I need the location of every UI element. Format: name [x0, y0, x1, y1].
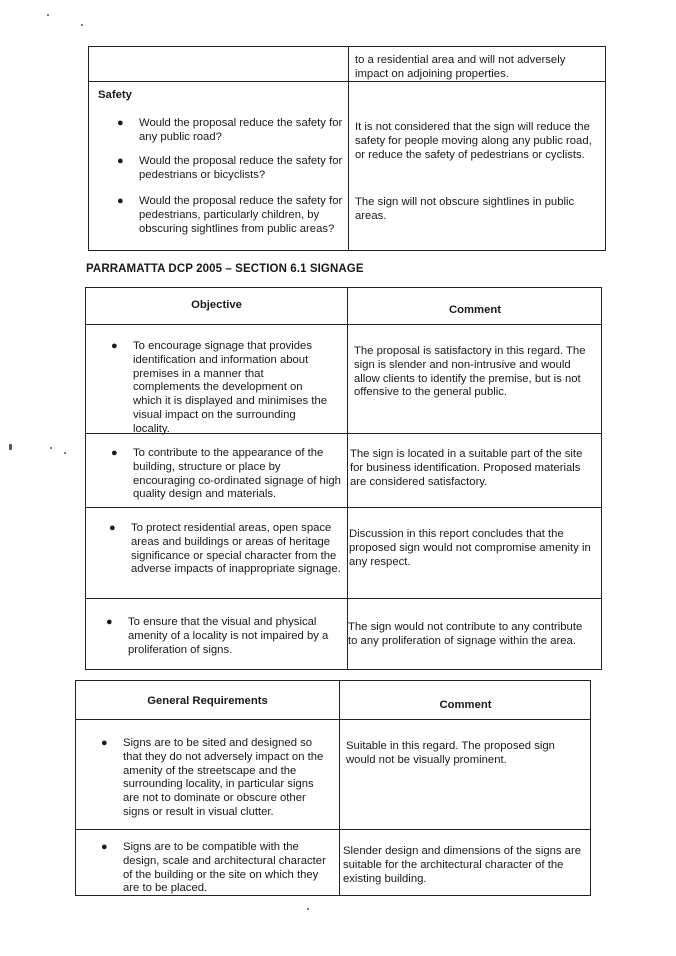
bullet-icon: ● — [109, 522, 116, 534]
requirement-text: Signs are to be sited and designed so that they do not adversely impact on the amenity of the streetscape and the surrounding locality, in particular signs are not to dominate or obscure other signs or result in visual clutter. — [123, 737, 324, 818]
scan-speck — [50, 447, 52, 449]
objective-text: To contribute to the appearance of the building, structure or place by encouraging co-ordinated signage of high quality design and materials. — [133, 447, 341, 501]
objective-text: To encourage signage that provides identification and information about premises in a manner that complements the development on which it is displayed and minimises the visual impact on the surrounding locality. — [133, 340, 328, 435]
requirement-comment-2: Slender design and dimensions of the signs are suitable for the architectural character of the existing building. — [343, 845, 582, 885]
bullet-icon: ● — [117, 117, 124, 129]
bullet-icon: ● — [106, 616, 113, 628]
objective-text: To protect residential areas, open space areas and buildings or areas of heritage significance or special character from the adverse impacts of inappropriate signage. — [131, 522, 341, 576]
safety-question-text: Would the proposal reduce the safety for any public road? — [139, 117, 343, 143]
dcp-section-heading: PARRAMATTA DCP 2005 – SECTION 6.1 SIGNAGE — [86, 263, 364, 275]
safety-table — [88, 46, 606, 251]
objective-table — [85, 287, 602, 670]
safety-continued-text: to a residential area and will not adversely impact on adjoining properties. — [355, 54, 566, 80]
requirements-header: General Requirements — [147, 695, 268, 707]
bullet-icon: ● — [117, 155, 124, 167]
scan-speck — [64, 452, 66, 454]
bullet-icon: ● — [111, 340, 118, 352]
bullet-icon: ● — [101, 841, 108, 853]
safety-answer-1: It is not considered that the sign will reduce the safety for people moving along any public road, or reduce the safety of pedestrians or cyclists. — [355, 121, 592, 161]
objective-comment-4: The sign would not contribute to any contribute to any proliferation of signage within the area. — [348, 621, 583, 647]
scan-speck — [9, 444, 12, 450]
safety-section-label: Safety — [98, 89, 132, 101]
requirement-text: Signs are to be compatible with the design, scale and architectural character of the building or the site on which they are to be placed. — [123, 841, 326, 895]
objective-comment-1: The proposal is satisfactory in this regard. The sign is slender and non-intrusive and would allow clients to identify the premise, but is not offensive to the general public. — [354, 345, 586, 399]
scan-speck — [47, 14, 49, 16]
objective-comment-3: Discussion in this report concludes that the proposed sign would not compromise amenity in any respect. — [349, 528, 591, 568]
scan-speck — [307, 908, 309, 910]
objective-text: To ensure that the visual and physical amenity of a locality is not impaired by a proliferation of signs. — [128, 616, 329, 656]
objective-comment-2: The sign is located in a suitable part of the site for business identification. Proposed materials are considered satisfactory. — [350, 448, 583, 488]
requirement-comment-1: Suitable in this regard. The proposed sign would not be visually prominent. — [346, 740, 555, 766]
requirements-table — [75, 680, 591, 896]
bullet-icon: ● — [111, 447, 118, 459]
comment-header: Comment — [448, 304, 502, 316]
bullet-icon: ● — [101, 737, 108, 749]
safety-question-text: Would the proposal reduce the safety for pedestrians, particularly children, by obscuring sightlines from public areas? — [139, 195, 343, 235]
objective-header: Objective — [191, 299, 242, 311]
bullet-icon: ● — [117, 195, 124, 207]
safety-question-text: Would the proposal reduce the safety for pedestrians or bicyclists? — [139, 155, 343, 181]
safety-answer-2: The sign will not obscure sightlines in public areas. — [355, 196, 575, 222]
requirements-comment-header: Comment — [439, 699, 492, 711]
scan-speck — [81, 24, 83, 26]
